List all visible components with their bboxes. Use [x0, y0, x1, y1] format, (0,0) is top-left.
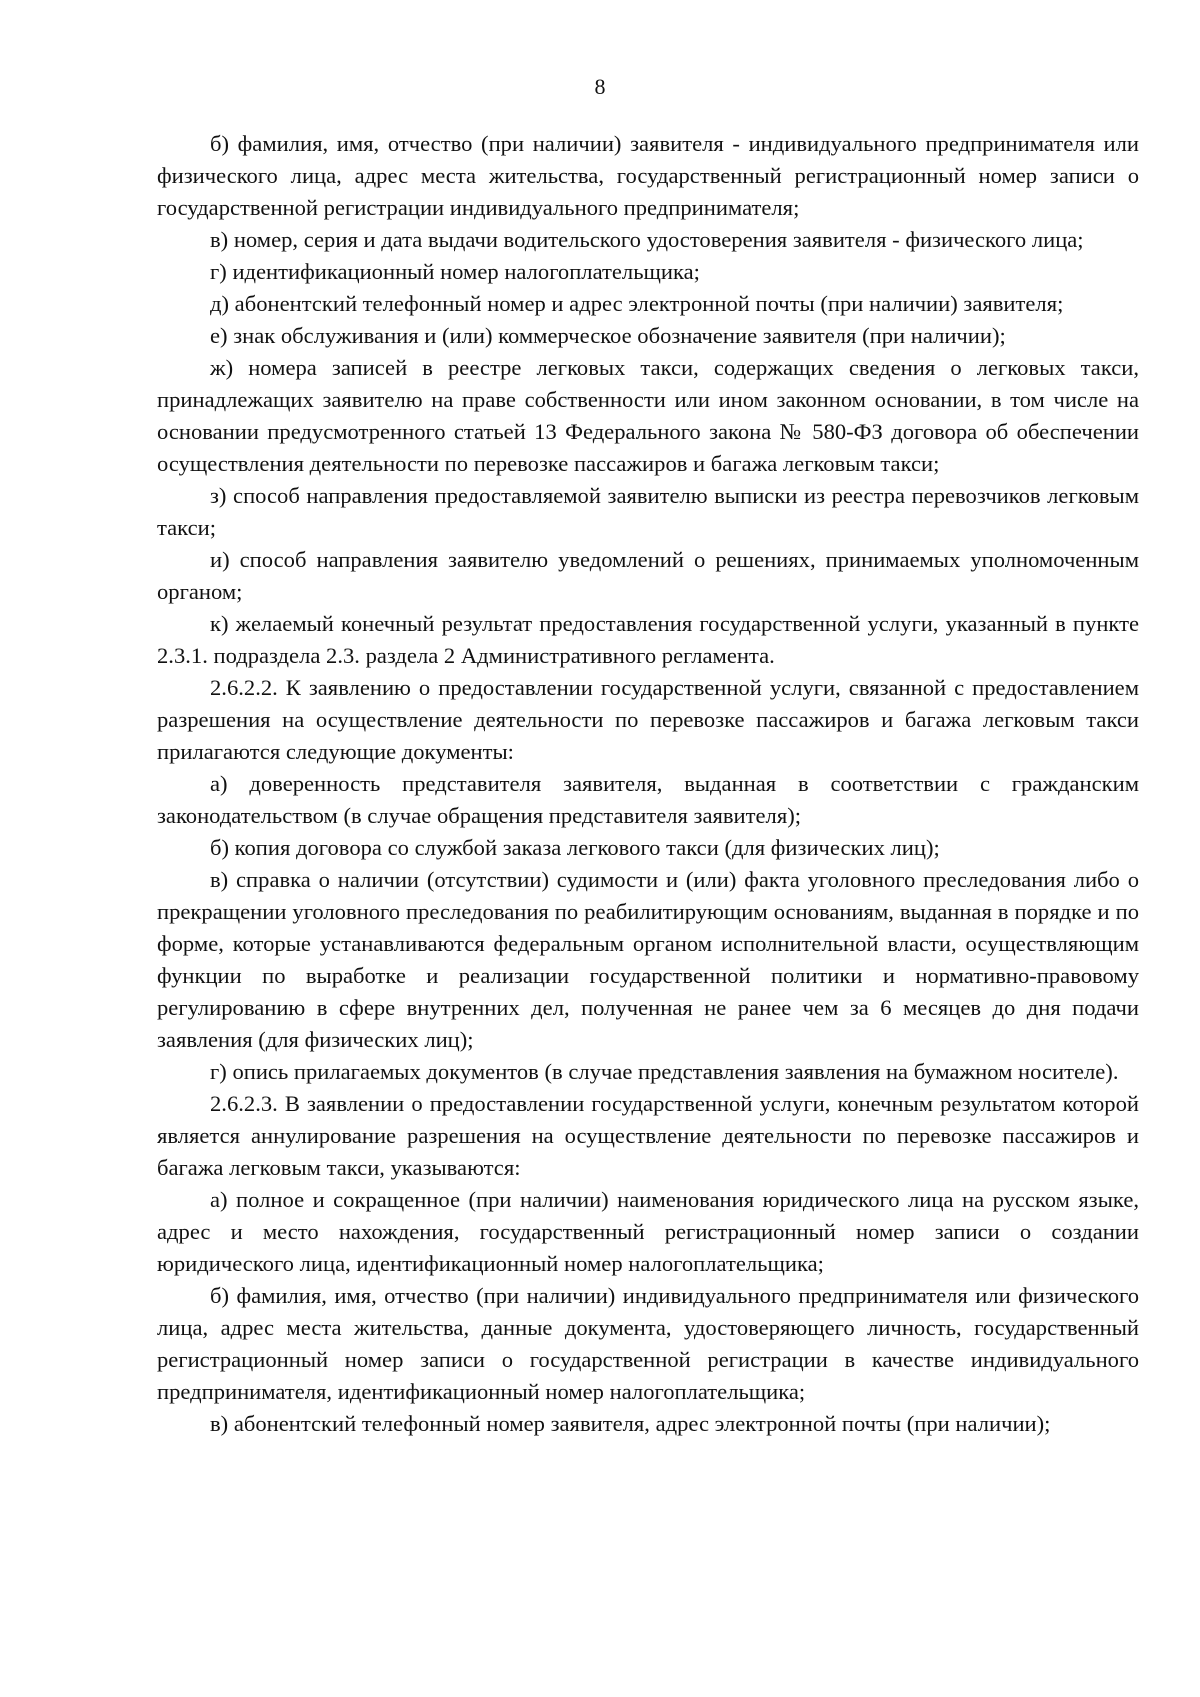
paragraph-k-desired-result: к) желаемый конечный результат предоставления государственной услуги, указанный в пункте 2.3.1. подраздела 2.3. раздела 2 Административного регламента. [157, 611, 1139, 668]
page-number: 8 [594, 74, 606, 99]
paragraph-d-phone-email: д) абонентский телефонный номер и адрес электронной почты (при наличии) заявителя; [210, 291, 1064, 316]
paragraph-e-service-mark: е) знак обслуживания и (или) коммерческое обозначение заявителя (при наличии); [210, 323, 1006, 348]
paragraph-g-document-list: г) опись прилагаемых документов (в случае представления заявления на бумажном носителе). [210, 1059, 1119, 1084]
paragraph-b-applicant-name: б) фамилия, имя, отчество (при наличии) заявителя - индивидуального предпринимателя или физического лица, адрес места жительства, государственный регистрационный номер записи о государственной регистрации индивидуального предпринимателя; [157, 131, 1139, 220]
document-body [157, 128, 1139, 1440]
paragraph-i-notification-method: и) способ направления заявителю уведомлений о решениях, принимаемых уполномоченным органом; [157, 547, 1139, 604]
paragraph-b-contract-copy: б) копия договора со службой заказа легкового такси (для физических лиц); [210, 835, 940, 860]
paragraph-b-individual: б) фамилия, имя, отчество (при наличии) индивидуального предпринимателя или физического лица, адрес места жительства, данные документа, удостоверяющего личность, государственный регистрационный номер записи о государственной регистрации в качестве индивидуального предпринимателя, идентификационный номер налогоплательщика; [157, 1283, 1139, 1404]
paragraph-v-driver-license: в) номер, серия и дата выдачи водительского удостоверения заявителя - физического лица; [210, 227, 1084, 252]
paragraph-v-contact: в) абонентский телефонный номер заявителя, адрес электронной почты (при наличии); [210, 1411, 1051, 1436]
paragraph-2-6-2-3: 2.6.2.3. В заявлении о предоставлении государственной услуги, конечным результатом которой является аннулирование разрешения на осуществление деятельности по перевозке пассажиров и багажа легковым такси, указываются: [157, 1091, 1139, 1180]
paragraph-z-extract-delivery: з) способ направления предоставляемой заявителю выписки из реестра перевозчиков легковым такси; [157, 483, 1139, 540]
paragraph-g-tax-number: г) идентификационный номер налогоплательщика; [210, 259, 700, 284]
paragraph-2-6-2-2: 2.6.2.2. К заявлению о предоставлении государственной услуги, связанной с предоставлением разрешения на осуществление деятельности по перевозке пассажиров и багажа легковым такси прилагаются следующие документы: [157, 675, 1139, 764]
paragraph-zh-taxi-registry: ж) номера записей в реестре легковых такси, содержащих сведения о легковых такси, принадлежащих заявителю на праве собственности или ином законном основании, в том числе на основании предусмотренного статьей 13 Федерального закона № 580-ФЗ договора об обеспечении осуществления деятельности по перевозке пассажиров и багажа легковым такси; [157, 355, 1139, 476]
paragraph-a-legal-entity: а) полное и сокращенное (при наличии) наименования юридического лица на русском языке, адрес и место нахождения, государственный регистрационный номер записи о создании юридического лица, идентификационный номер налогоплательщика; [157, 1187, 1139, 1276]
paragraph-a-power-of-attorney: а) доверенность представителя заявителя, выданная в соответствии с гражданским законодательством (в случае обращения представителя заявителя); [157, 771, 1139, 828]
paragraph-v-criminal-record: в) справка о наличии (отсутствии) судимости и (или) факта уголовного преследования либо о прекращении уголовного преследования по реабилитирующим основаниям, выданная в порядке и по форме, которые устанавливаются федеральным органом исполнительной власти, осуществляющим функции по выработке и реализации государственной политики и нормативно-правовому регулированию в сфере внутренних дел, полученная не ранее чем за 6 месяцев до дня подачи заявления (для физических лиц); [157, 867, 1139, 1052]
